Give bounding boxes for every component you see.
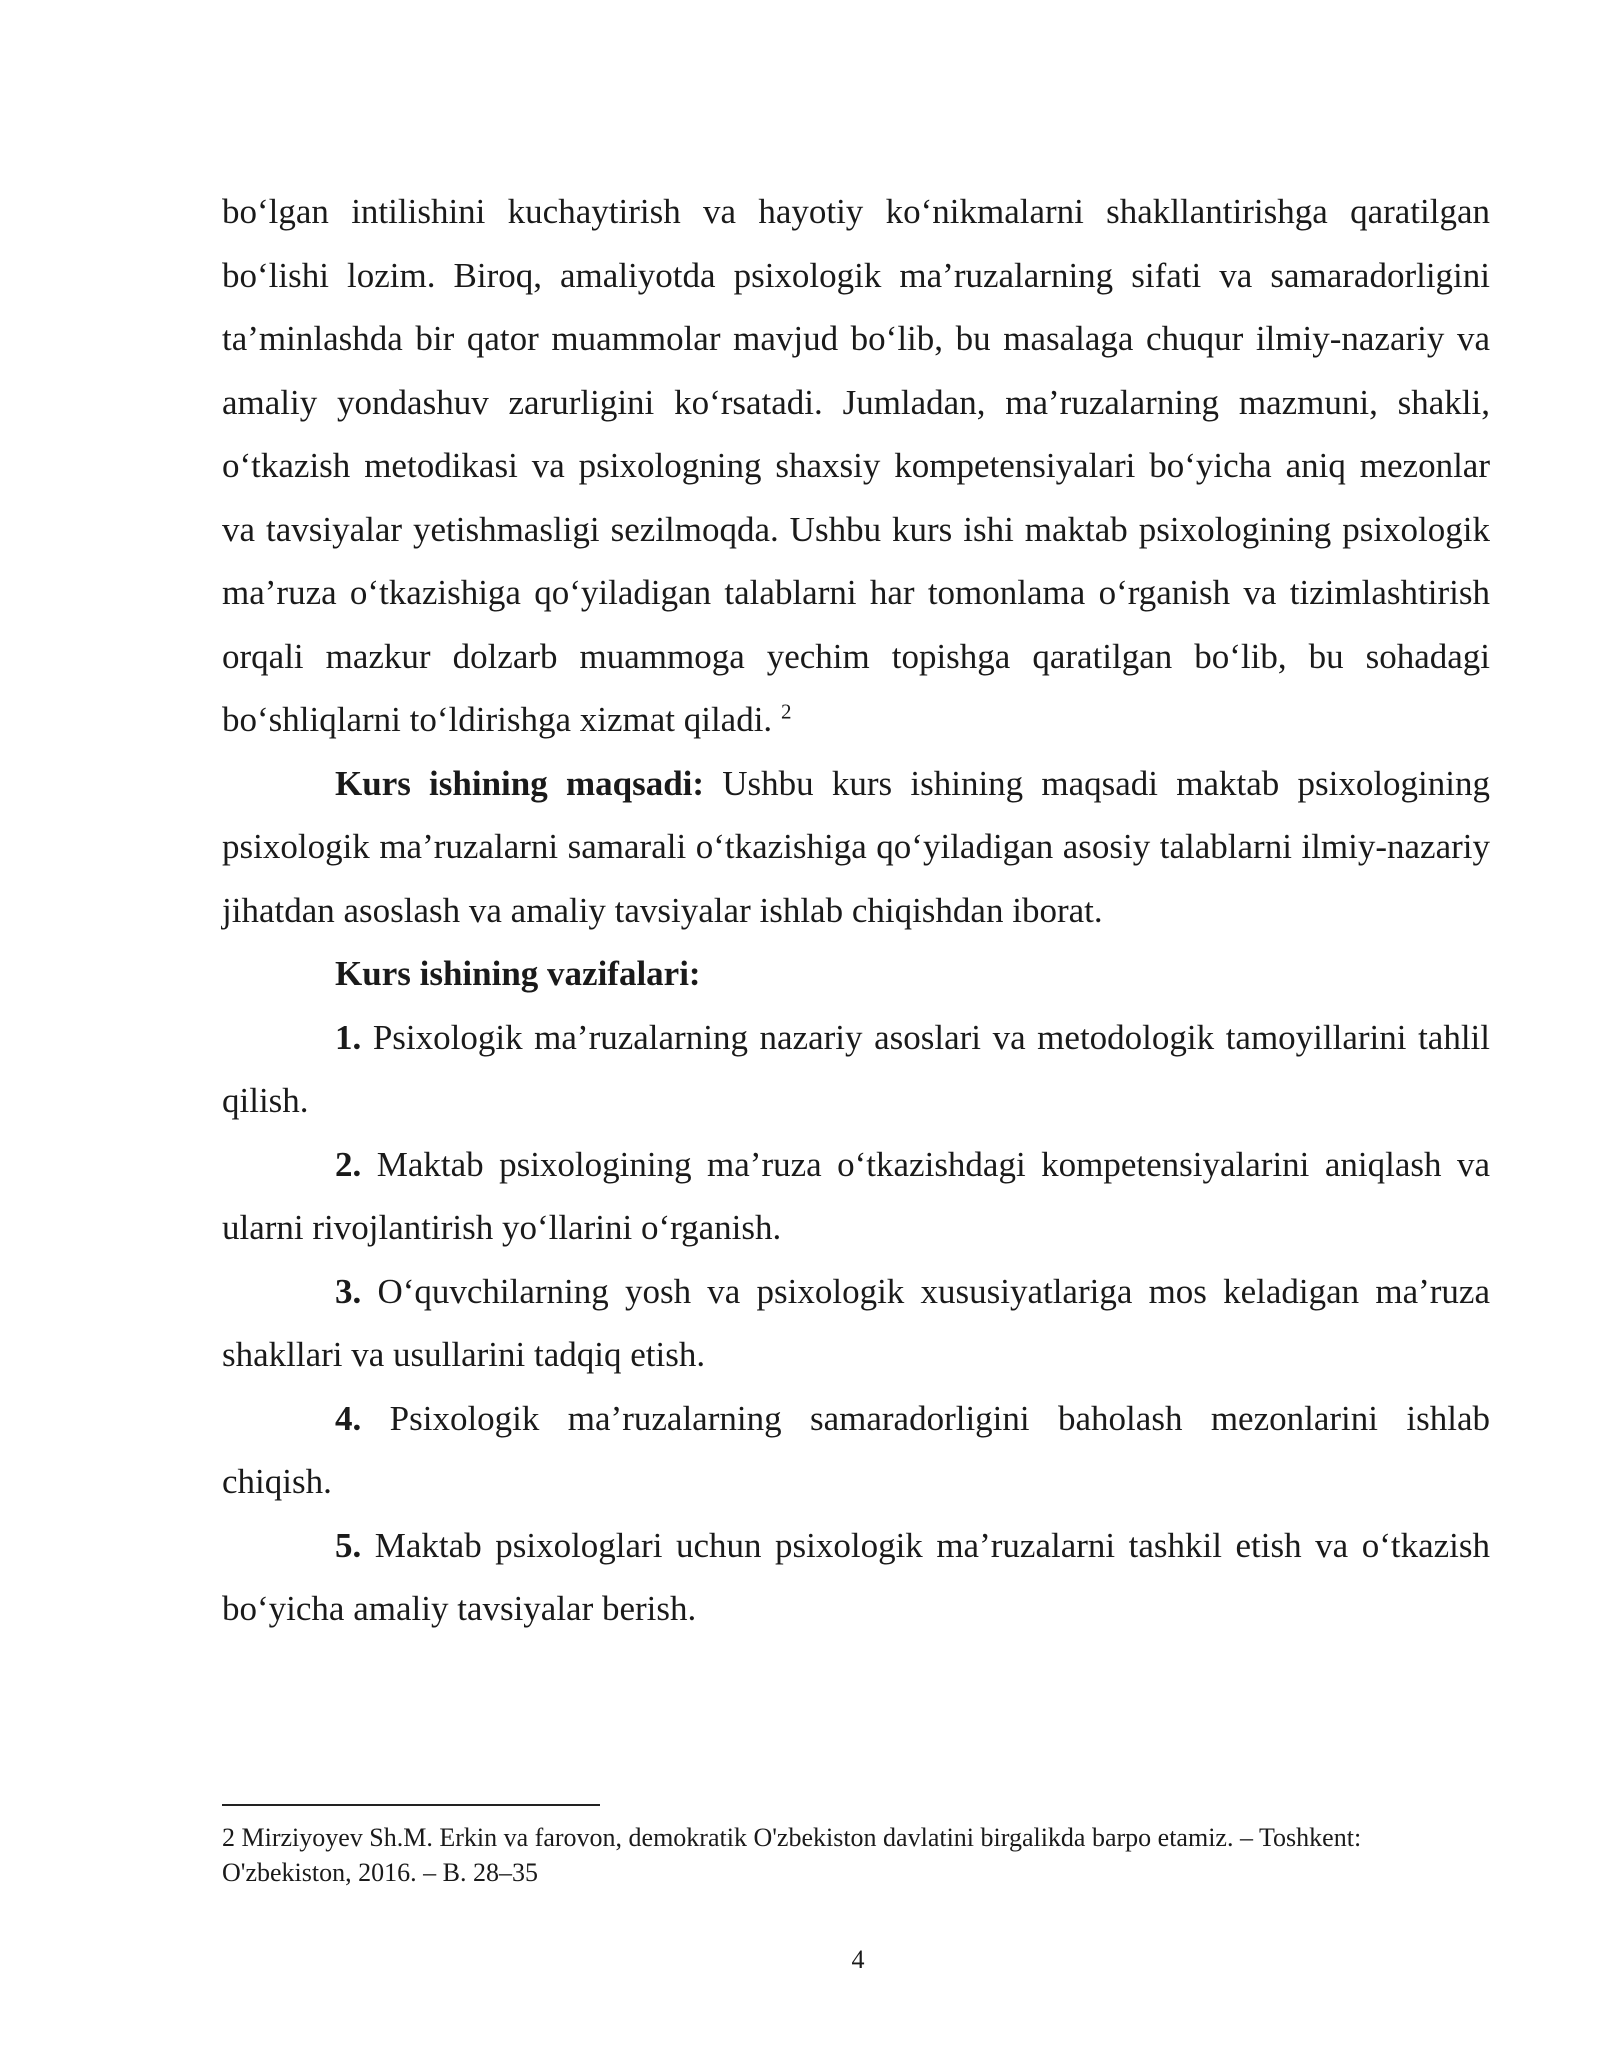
task-item-3: [222, 1260, 1490, 1387]
main-text: [222, 180, 1490, 1641]
tasks-heading: Kurs ishining vazifalari:: [335, 954, 701, 993]
task-text: Psixologik ma’ruzalarning nazariy asoslari va metodologik tamoyillarini tahlil qilish.: [222, 1017, 1490, 1120]
task-number: 2.: [335, 1144, 362, 1184]
task-item-1: [222, 1006, 1490, 1133]
footnote-divider: [222, 1804, 600, 1806]
task-item-2: [222, 1133, 1490, 1260]
intro-paragraph: [222, 180, 1490, 752]
goal-paragraph: [222, 752, 1490, 943]
footnote-reference: 2: [780, 699, 792, 724]
page-number: 4: [851, 1945, 865, 1974]
task-text: O‘quvchilarning yosh va psixologik xususiyatlariga mos keladigan ma’ruza shakllari va usullarini tadqiq etish.: [222, 1271, 1490, 1374]
goal-text: Ushbu kurs ishining maqsadi maktab psixologining psixologik ma’ruzalarni samarali o‘tkazishiga qo‘yiladigan asosiy talablarni ilmiy-nazariy jihatdan asoslash va amaliy tavsiyalar ishlab chiqishdan iborat.: [222, 763, 1491, 930]
intro-paragraph-text: bo‘lgan intilishini kuchaytirish va hayotiy ko‘nikmalarni shakllantirishga qaratilgan bo‘lishi lozim. Biroq, amaliyotda psixologik ma’ruzalarning sifati va samaradorligini ta’minlashda bir qator muammolar mavjud bo‘lib, bu masalaga chuqur ilmiy-nazariy va amaliy yondashuv zarurligini ko‘rsatadi. Jumladan, ma’ruzalarning mazmuni, shakli, o‘tkazish metodikasi va psixologning shaxsiy kompetensiyalari bo‘yicha aniq mezonlar va tavsiyalar yetishmasligi sezilmoqda. Ushbu kurs ishi maktab psixologining psixologik ma’ruza o‘tkazishiga qo‘yiladigan talablarni har tomonlama o‘rganish va tizimlashtirish orqali mazkur dolzarb muammoga yechim topishga qaratilgan bo‘lib, bu sohadagi bo‘shliqlarni to‘ldirishga xizmat qiladi.: [222, 192, 1490, 739]
task-item-4: [222, 1387, 1490, 1514]
task-number: 5.: [335, 1525, 362, 1565]
task-text: Maktab psixologlari uchun psixologik ma’ruzalarni tashkil etish va o‘tkazish bo‘yicha amaliy tavsiyalar berish.: [222, 1525, 1490, 1628]
goal-label: Kurs ishining maqsadi:: [335, 763, 705, 803]
task-text: Maktab psixologining ma’ruza o‘tkazishdagi kompetensiyalarini aniqlash va ularni rivojlantirish yo‘llarini o‘rganish.: [222, 1144, 1490, 1247]
task-item-5: [222, 1514, 1490, 1641]
footnote: 2 Mirziyoyev Sh.M. Erkin va farovon, demokratik O'zbekiston davlatini birgalikda barpo etamiz. – Toshkent: O'zbekiston, 2016. – B. 28–35: [222, 1823, 1362, 1887]
task-text: Psixologik ma’ruzalarning samaradorligini baholash mezonlarini ishlab chiqish.: [222, 1398, 1490, 1501]
task-number: 3.: [335, 1271, 362, 1311]
task-number: 4.: [335, 1398, 362, 1438]
task-number: 1.: [335, 1017, 362, 1057]
